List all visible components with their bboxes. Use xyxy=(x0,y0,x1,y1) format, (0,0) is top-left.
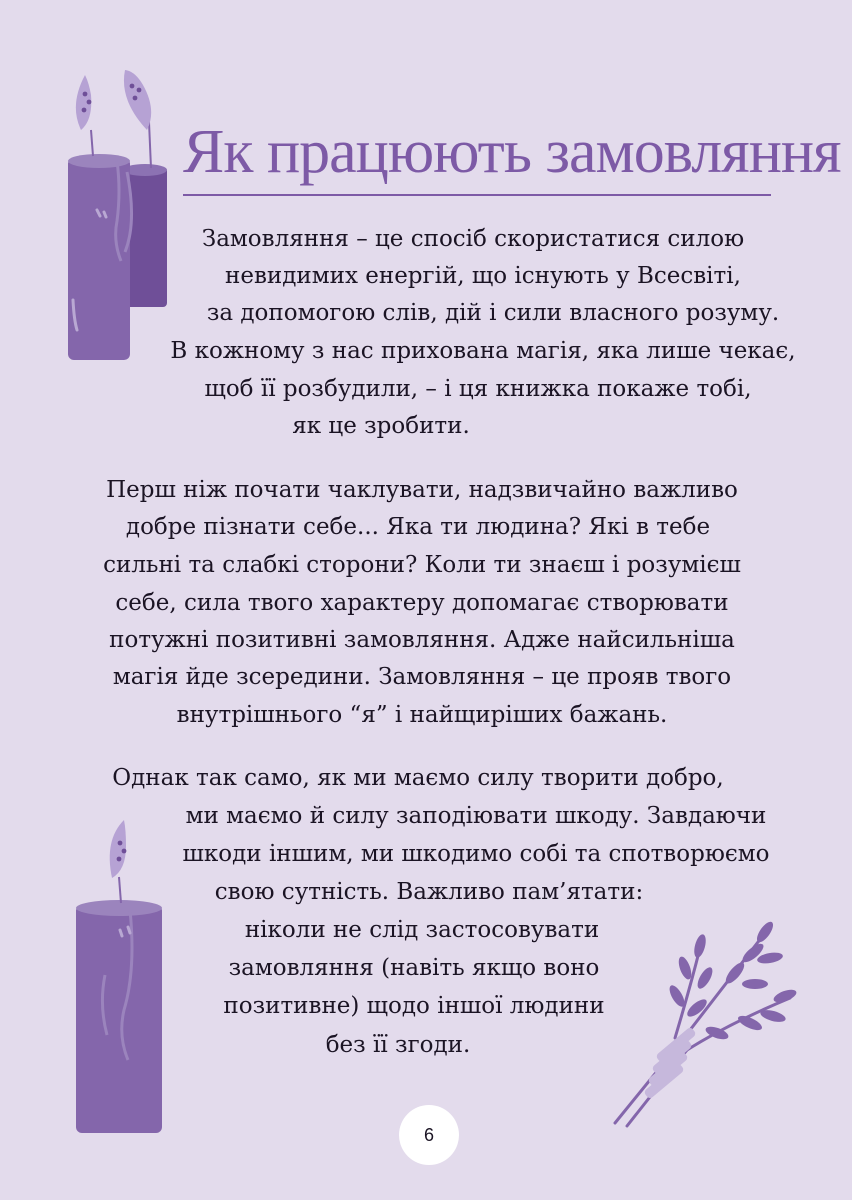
text-line: шкоди іншим, ми шкодимо собі та спотворюємо xyxy=(182,841,770,867)
text-line: добре пізнати себе... Яка ти людина? Які в тебе xyxy=(125,514,711,540)
text-line: замовляння (навіть якщо воно xyxy=(228,955,600,981)
text-line: Однак так само, як ми маємо силу творити добро, xyxy=(112,765,724,791)
text-line: сильні та слабкі сторони? Коли ти знаєш і розумієш xyxy=(103,552,741,578)
text-line: ми маємо й силу заподіювати шкоду. Завдаючи xyxy=(185,803,767,829)
text-line: Перш ніж почати чаклувати, надзвичайно важливо xyxy=(106,477,738,503)
lavender-bundle-icon xyxy=(605,918,800,1130)
text-line: потужні позитивні замовляння. Адже найсильніша xyxy=(109,627,735,653)
page-number: 6 xyxy=(399,1105,459,1165)
text-line: В кожному з нас прихована магія, яка лише чекає, xyxy=(170,338,796,364)
text-line: себе, сила твого характеру допомагає створювати xyxy=(115,590,729,616)
text-line: невидимих енергій, що існують у Всесвіті, xyxy=(225,263,741,289)
text-line: Замовляння – це спосіб скористатися силою xyxy=(201,226,745,252)
page-title: Як працюють замовляння xyxy=(183,118,841,186)
text-line: як це зробити. xyxy=(292,413,470,439)
title-underline xyxy=(183,194,771,196)
text-line: позитивне) щодо іншої людини xyxy=(223,993,605,1019)
text-line: магія йде зсередини. Замовляння – це прояв твого xyxy=(112,664,732,690)
text-line: внутрішнього “я” і найщиріших бажань. xyxy=(176,702,668,728)
text-line: без її згоди. xyxy=(325,1032,471,1058)
text-line: ніколи не слід застосовувати xyxy=(244,917,600,943)
text-line: щоб її розбудили, – і ця книжка покаже тобі, xyxy=(204,376,752,402)
text-line: свою сутність. Важливо пам’ятати: xyxy=(214,879,644,905)
text-line: за допомогою слів, дій і сили власного розуму. xyxy=(206,300,780,326)
